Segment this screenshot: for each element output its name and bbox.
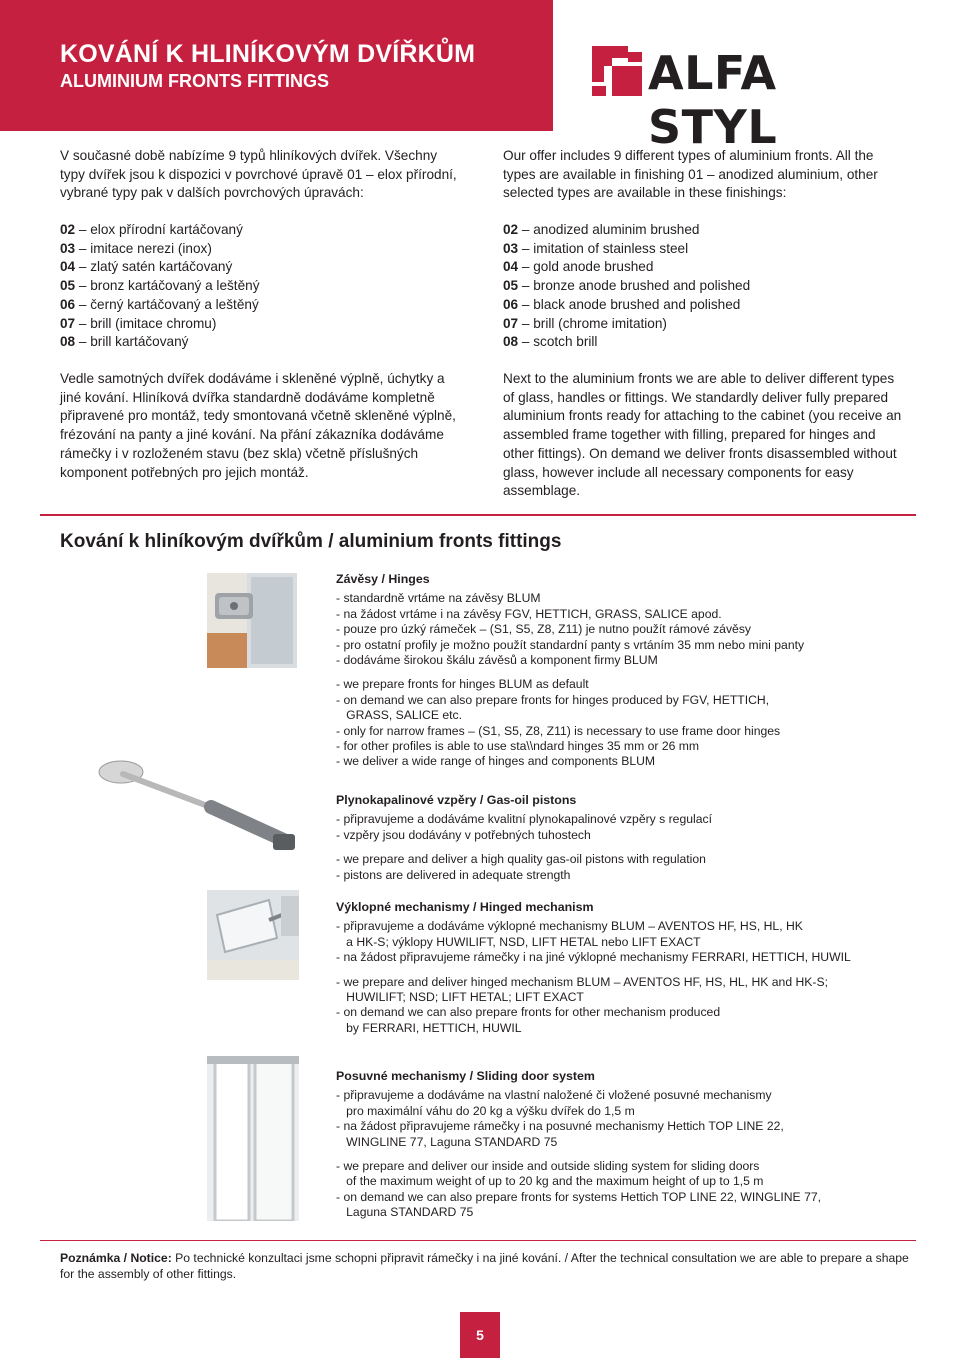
section-heading: Kování k hliníkovým dvířkům / aluminium fronts fittings: [60, 531, 562, 552]
finish-text: – brill kartáčovaný: [78, 334, 189, 350]
finish-code: 07: [503, 315, 519, 331]
finish-text: – zlatý satén kartáčovaný: [78, 259, 233, 275]
outro-text-en: Next to the aluminium fronts we are able to deliver different types of glass, handles or fittings. We standardly deliver fully prepared aluminium fronts ready for attaching to the cabinet (you receive an assembled frame together with filling, prepared for hinges and other fittings). On demand we deliver fronts disassembled without glass, however include all necessary components for easy assemblage.: [503, 371, 902, 499]
hinge-image: [207, 573, 297, 668]
finish-list-en: [503, 221, 903, 352]
fitting-line: - připravujeme a dodáváme výklopné mechanismy BLUM – AVENTOS HF, HS, HL, HK: [336, 919, 803, 934]
fitting-line: - on demand we can also prepare fronts for systems Hettich TOP LINE 22, WINGLINE 77,: [336, 1189, 822, 1204]
fitting-line: - pistons are delivered in adequate strength: [336, 867, 571, 882]
fitting-line: - vzpěry jsou dodávány v potřebných tuhostech: [336, 827, 591, 842]
finish-text: – imitation of stainless steel: [521, 240, 689, 256]
finish-list-cz: [60, 221, 460, 352]
finish-text: – scotch brill: [521, 334, 598, 350]
logo-mark-icon: [592, 46, 644, 100]
fitting-line: of the maximum weight of up to 20 kg and the maximum height of up to 1,5 m: [336, 1174, 764, 1189]
finish-text: – imitace nerezi (inox): [78, 240, 212, 256]
pistons-block: [336, 793, 896, 883]
intro-text-cz: V současné době nabízíme 9 typů hliníkových dvířek. Všechny typy dvířek jsou k dispozici v povrchové úpravě 01 – elox přírodní, vybrané typy pak v dalších povrchových úpravách:: [60, 148, 457, 201]
page-number: 5: [460, 1312, 500, 1358]
finish-code: 03: [60, 240, 76, 256]
finish-code: 02: [60, 222, 76, 237]
fitting-line: Laguna STANDARD 75: [336, 1205, 474, 1220]
fitting-line: by FERRARI, HETTICH, HUWIL: [336, 1020, 522, 1035]
brand-logo: [592, 46, 922, 154]
finish-code: 05: [503, 278, 519, 294]
fitting-line: - we prepare and deliver hinged mechanism BLUM – AVENTOS HF, HS, HL, HK and HK-S;: [336, 974, 828, 989]
finish-item: [60, 315, 460, 334]
sliding-block: [336, 1069, 896, 1221]
finish-code: 02: [503, 222, 519, 237]
outro-cz: [60, 370, 462, 482]
finish-text: – brill (chrome imitation): [521, 315, 667, 331]
finish-text: – anodized aluminim brushed: [521, 222, 700, 237]
notice: [60, 1251, 910, 1282]
finish-item: [503, 221, 903, 240]
finish-code: 05: [60, 278, 76, 294]
intro-text-en: Our offer includes 9 different types of aluminium fronts. All the types are available in finishing 01 – anodized aluminium, other selected types are available in these finishings:: [503, 148, 878, 201]
fitting-line: - on demand we can also prepare fronts for hinges produced by FGV, HETTICH,: [336, 692, 770, 707]
hinged-mechanism-block: [336, 900, 896, 1036]
intro-cz: [60, 147, 460, 203]
fitting-line: - pouze pro úzký rámeček – (S1, S5, Z8, Z11) je nutno použít rámové závěsy: [336, 622, 752, 637]
fitting-line: - for other profiles is able to use sta\\ndard hinges 35 mm or 26 mm: [336, 739, 700, 754]
finish-text: – bronz kartáčovaný a leštěný: [78, 278, 260, 294]
finish-code: 06: [60, 296, 76, 312]
finish-item: [503, 333, 903, 352]
fitting-line: - připravujeme a dodáváme na vlastní naložené či vložené posuvné mechanismy: [336, 1088, 772, 1103]
finish-code: 08: [60, 334, 76, 350]
finish-item: [60, 333, 460, 352]
page-title: KOVÁNÍ K HLINÍKOVÝM DVÍŘKŮM: [60, 40, 476, 68]
fitting-line: - we deliver a wide range of hinges and components BLUM: [336, 754, 656, 769]
fitting-line: pro maximální váhu do 20 kg a výšku dvířek do 1,5 m: [336, 1103, 635, 1118]
gas-piston-image: [93, 750, 308, 860]
fitting-line: - dodáváme širokou škálu závěsů a komponent firmy BLUM: [336, 653, 658, 668]
finish-text: – gold anode brushed: [521, 259, 654, 275]
outro-en: [503, 370, 903, 501]
section-divider: [40, 514, 916, 516]
finish-item: [503, 296, 903, 315]
fitting-line: - on demand we can also prepare fronts for other mechanism produced: [336, 1005, 721, 1020]
intro-en: [503, 147, 903, 203]
hinges-title: Závěsy / Hinges: [336, 572, 430, 586]
fitting-line: WINGLINE 77, Laguna STANDARD 75: [336, 1134, 558, 1149]
fitting-line: a HK-S; výklopy HUWILIFT, NSD, LIFT HETAL nebo LIFT EXACT: [336, 934, 701, 949]
finish-code: 07: [60, 315, 76, 331]
fitting-line: - na žádost vrtáme i na závěsy FGV, HETTICH, GRASS, SALICE apod.: [336, 606, 722, 621]
finish-text: – bronze anode brushed and polished: [521, 278, 751, 294]
finish-item: [60, 277, 460, 296]
finish-text: – brill (imitace chromu): [78, 315, 217, 331]
fitting-line: - pro ostatní profily je možno použít standardní panty s vrtáním 35 mm nebo mini panty: [336, 637, 805, 652]
finish-code: 08: [503, 334, 519, 350]
sliding-door-image: [207, 1056, 299, 1221]
pistons-title: Plynokapalinové vzpěry / Gas-oil pistons: [336, 793, 577, 807]
fitting-line: - připravujeme a dodáváme kvalitní plynokapalinové vzpěry s regulací: [336, 812, 712, 827]
hinges-block: [336, 572, 896, 770]
fitting-line: HUWILIFT; NSD; LIFT HETAL; LIFT EXACT: [336, 990, 584, 1005]
finish-item: [503, 240, 903, 259]
finish-item: [60, 258, 460, 277]
finish-code: 04: [503, 259, 519, 275]
outro-text-cz: Vedle samotných dvířek dodáváme i skleněné výplně, úchytky a jiné kování. Hliníková dvířka standardně dodáváme kompletně připravené pro montáž, tedy smontovaná včetně skleněné výplně, frézování na panty a jiné kování. Na přání zákazníka dodáváme rámečky i v rozloženém stavu (bez skla) včetně příslušných komponent potřebných pro jejich montáž.: [60, 371, 456, 480]
hinged-mechanism-title: Výklopné mechanismy / Hinged mechanism: [336, 900, 594, 914]
finish-item: [503, 277, 903, 296]
finish-text: – elox přírodní kartáčovaný: [78, 222, 243, 237]
page-subtitle: ALUMINIUM FRONTS FITTINGS: [60, 71, 329, 91]
fitting-line: - we prepare and deliver our inside and outside sliding system for sliding doors: [336, 1159, 760, 1174]
fitting-line: - only for narrow frames – (S1, S5, Z8, Z11) is necessary to use frame door hinges: [336, 723, 781, 738]
lift-mechanism-image: [207, 890, 299, 980]
finish-item: [60, 240, 460, 259]
finish-item: [60, 221, 460, 240]
notice-label: Poznámka / Notice:: [60, 1251, 172, 1265]
finish-text: – černý kartáčovaný a leštěný: [78, 296, 259, 312]
finish-code: 03: [503, 240, 519, 256]
footer-divider: [40, 1240, 916, 1241]
finish-item: [60, 296, 460, 315]
finish-code: 06: [503, 296, 519, 312]
sliding-title: Posuvné mechanismy / Sliding door system: [336, 1069, 595, 1083]
fitting-line: - na žádost připravujeme rámečky i na posuvné mechanismy Hettich TOP LINE 22,: [336, 1119, 784, 1134]
brand-name: ALFA STYL: [648, 46, 778, 154]
fitting-line: - na žádost připravujeme rámečky i na jiné výklopné mechanismy FERRARI, HETTICH, HUWIL: [336, 950, 851, 965]
fitting-line: - we prepare fronts for hinges BLUM as default: [336, 677, 589, 692]
finish-item: [503, 315, 903, 334]
finish-text: – black anode brushed and polished: [521, 296, 741, 312]
notice-text: Po technické konzultaci jsme schopni připravit rámečky i na jiné kování. / After the technical consultation we are able to prepare a shape for the assembly of other fittings.: [60, 1251, 909, 1281]
finish-item: [503, 258, 903, 277]
fitting-line: - standardně vrtáme na závěsy BLUM: [336, 591, 541, 606]
fitting-line: - we prepare and deliver a high quality gas-oil pistons with regulation: [336, 852, 706, 867]
finish-code: 04: [60, 259, 76, 275]
fitting-line: GRASS, SALICE etc.: [336, 708, 462, 723]
